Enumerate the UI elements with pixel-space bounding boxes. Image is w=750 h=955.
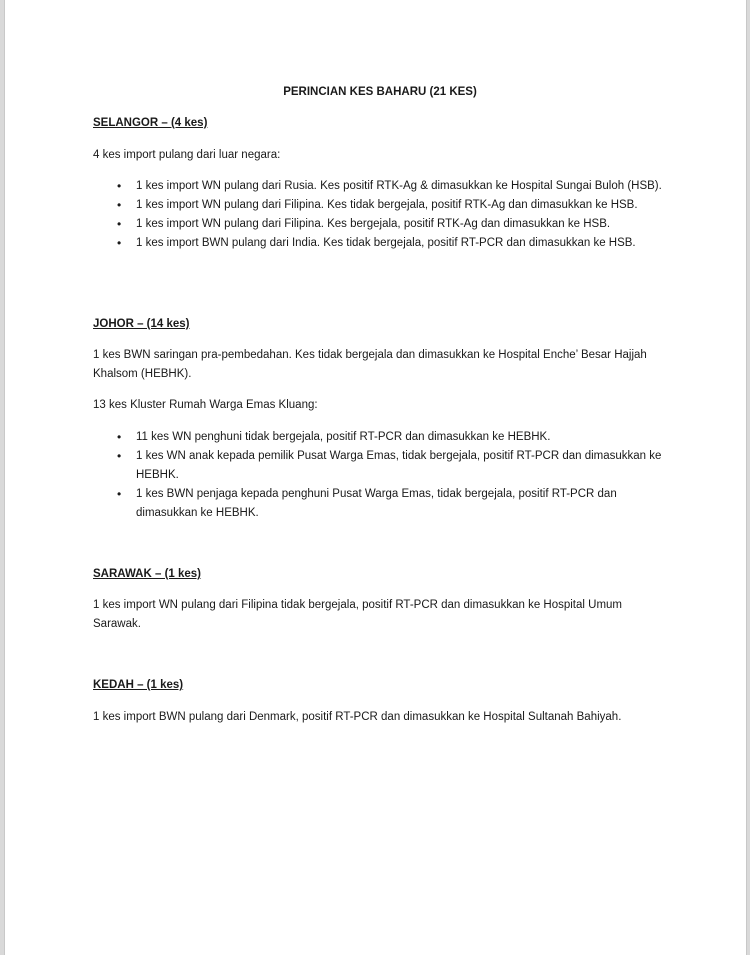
section-heading-sarawak: SARAWAK – (1 kes) [93, 568, 202, 580]
list-item: • 1 kes WN anak kepada pemilik Pusat Warga Emas, tidak bergejala, positif RT-PCR dan dimasukkan ke HEBHK. [93, 447, 668, 485]
section-heading-selangor: SELANGOR – (4 kes) [93, 117, 208, 129]
list-item: • 1 kes import WN pulang dari Filipina. Kes tidak bergejala, positif RTK-Ag dan dimasukkan ke HSB. [93, 196, 668, 215]
list-item: • 1 kes import WN pulang dari Rusia. Kes positif RTK-Ag & dimasukkan ke Hospital Sungai Buloh (HSB). [93, 177, 668, 196]
section-heading-kedah: KEDAH – (1 kes) [93, 679, 184, 691]
list-item: • 11 kes WN penghuni tidak bergejala, positif RT-PCR dan dimasukkan ke HEBHK. [93, 428, 668, 447]
bullet-list-selangor [93, 177, 668, 253]
bullet-list-johor [93, 428, 668, 523]
list-item: • 1 kes BWN penjaga kepada penghuni Pusat Warga Emas, tidak bergejala, positif RT-PCR dan dimasukkan ke HEBHK. [93, 485, 668, 523]
list-item: • 1 kes import WN pulang dari Filipina. Kes bergejala, positif RTK-Ag dan dimasukkan ke HSB. [93, 215, 668, 234]
document-title: PERINCIAN KES BAHARU (21 KES) [283, 86, 477, 98]
section-heading-johor: JOHOR – (14 kes) [93, 318, 190, 330]
list-item: • 1 kes import BWN pulang dari India. Kes tidak bergejala, positif RT-PCR dan dimasukkan ke HSB. [93, 234, 668, 253]
section-intro-sarawak: 1 kes import WN pulang dari Filipina tidak bergejala, positif RT-PCR dan dimasukkan ke Hospital Umum Sarawak. [93, 599, 623, 630]
section-intro-kedah: 1 kes import BWN pulang dari Denmark, positif RT-PCR dan dimasukkan ke Hospital Sultanah Bahiyah. [93, 711, 622, 723]
section-intro-selangor: 4 kes import pulang dari luar negara: [93, 149, 281, 161]
section-intro2-johor: 13 kes Kluster Rumah Warga Emas Kluang: [93, 399, 318, 411]
document-page [4, 0, 747, 955]
section-intro-johor: 1 kes BWN saringan pra-pembedahan. Kes tidak bergejala dan dimasukkan ke Hospital Enche’ Besar Hajjah Khalsom (HEBHK). [93, 349, 647, 380]
